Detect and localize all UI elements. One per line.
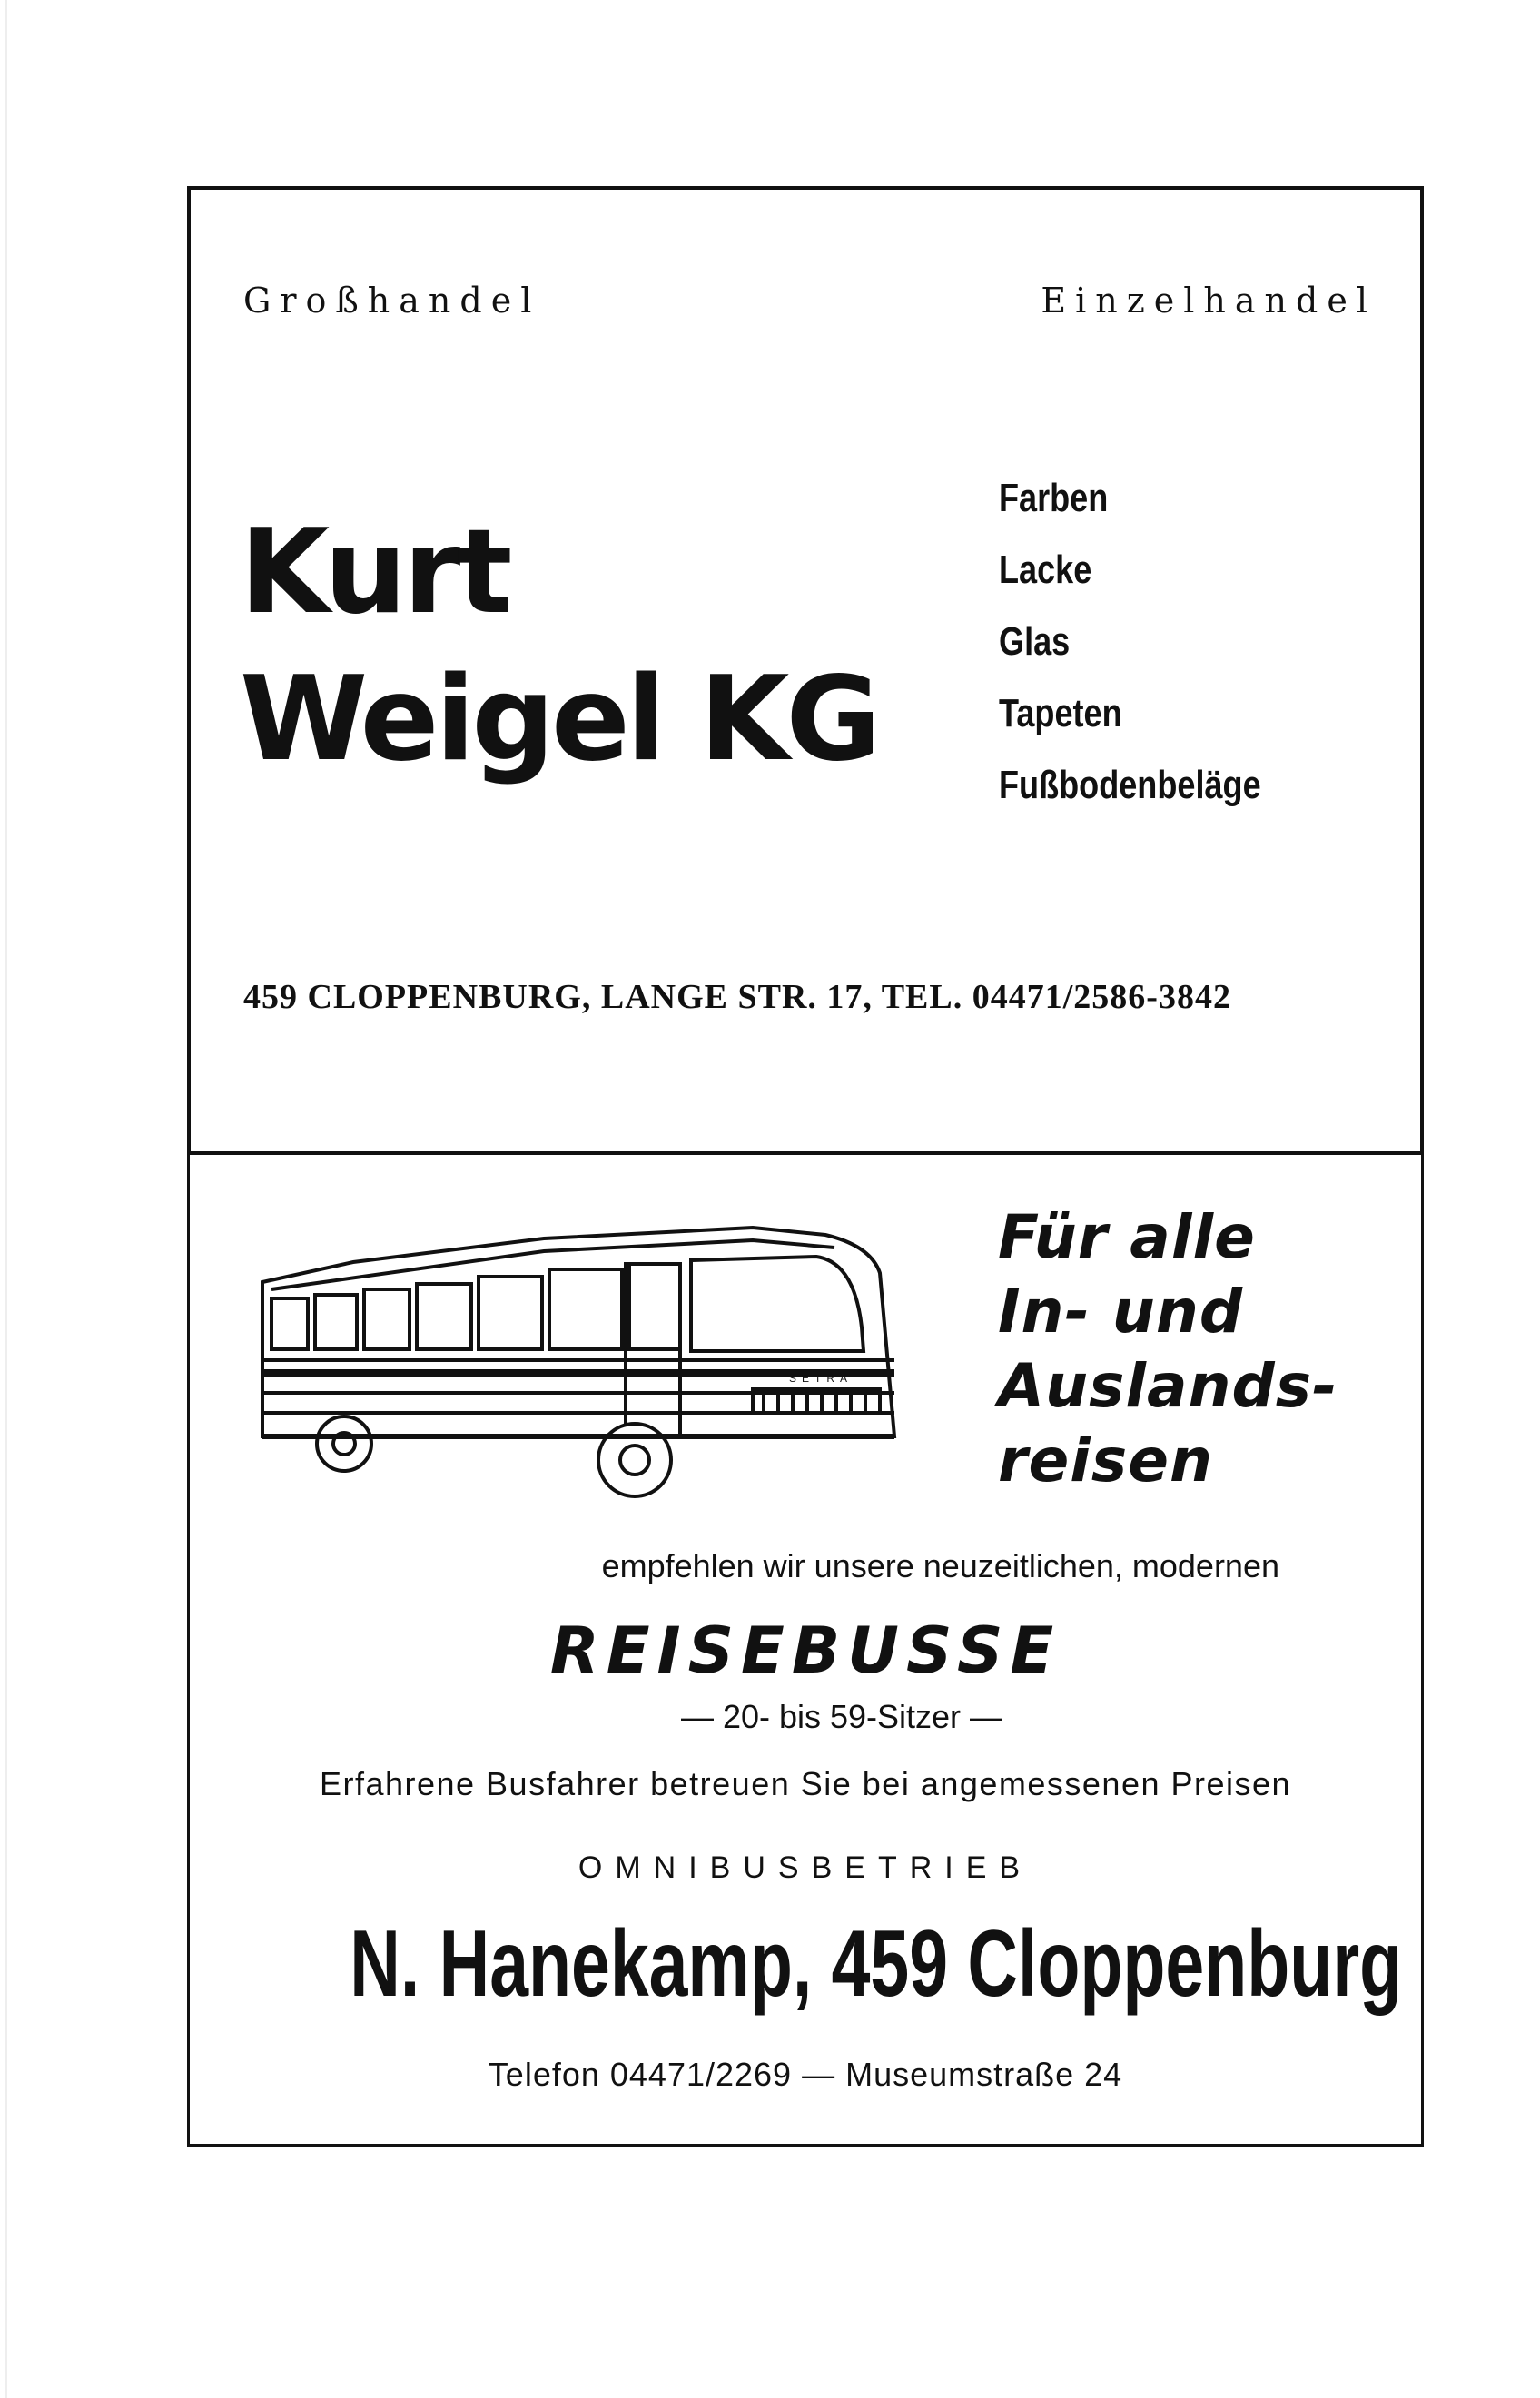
product-item: Glas: [999, 619, 1071, 664]
product-item: Tapeten: [999, 691, 1122, 735]
page-edge: [5, 0, 7, 2398]
slogan: [998, 1200, 1338, 1498]
contact-line: Telefon 04471/2269 — Museumstraße 24: [488, 2056, 1123, 2093]
ad-hanekamp: [187, 1155, 1424, 2147]
product-list: [999, 462, 1318, 821]
bus-brand: SETRA: [789, 1372, 854, 1385]
product-item: Fußbodenbeläge: [999, 763, 1261, 807]
retail-label: Einzelhandel: [1041, 281, 1377, 321]
company-name-line2: Weigel KG: [240, 652, 878, 787]
seats-text: — 20- bis 59-Sitzer —: [680, 1698, 1003, 1735]
buses-heading: REISEBUSSE: [549, 1613, 1061, 1688]
company-name-line1: Kurt: [240, 505, 509, 640]
recommend-text: empfehlen wir unsere neuzeitlichen, modernen: [601, 1547, 1279, 1584]
bus-illustration: [244, 1191, 934, 1518]
address-line: 459 CLOPPENBURG, LANGE STR. 17, TEL. 04471/2586-3842: [243, 978, 1231, 1016]
slogan-line: In- und: [998, 1277, 1244, 1347]
slogan-line: Für alle: [998, 1202, 1256, 1272]
slogan-line: Auslands-: [998, 1351, 1338, 1421]
business-type: OMNIBUSBETRIEB: [578, 1850, 1033, 1885]
product-item: Farben: [999, 476, 1109, 520]
drivers-text: Erfahrene Busfahrer betreuen Sie bei angemessenen Preisen: [319, 1765, 1292, 1802]
wholesale-label: Großhandel: [243, 281, 541, 321]
slogan-line: reisen: [998, 1426, 1213, 1495]
product-item: Lacke: [999, 548, 1092, 592]
company-name: N. Hanekamp, 459 Cloppenburg: [350, 1911, 1403, 2017]
ad-kurt-weigel: [187, 186, 1424, 1155]
